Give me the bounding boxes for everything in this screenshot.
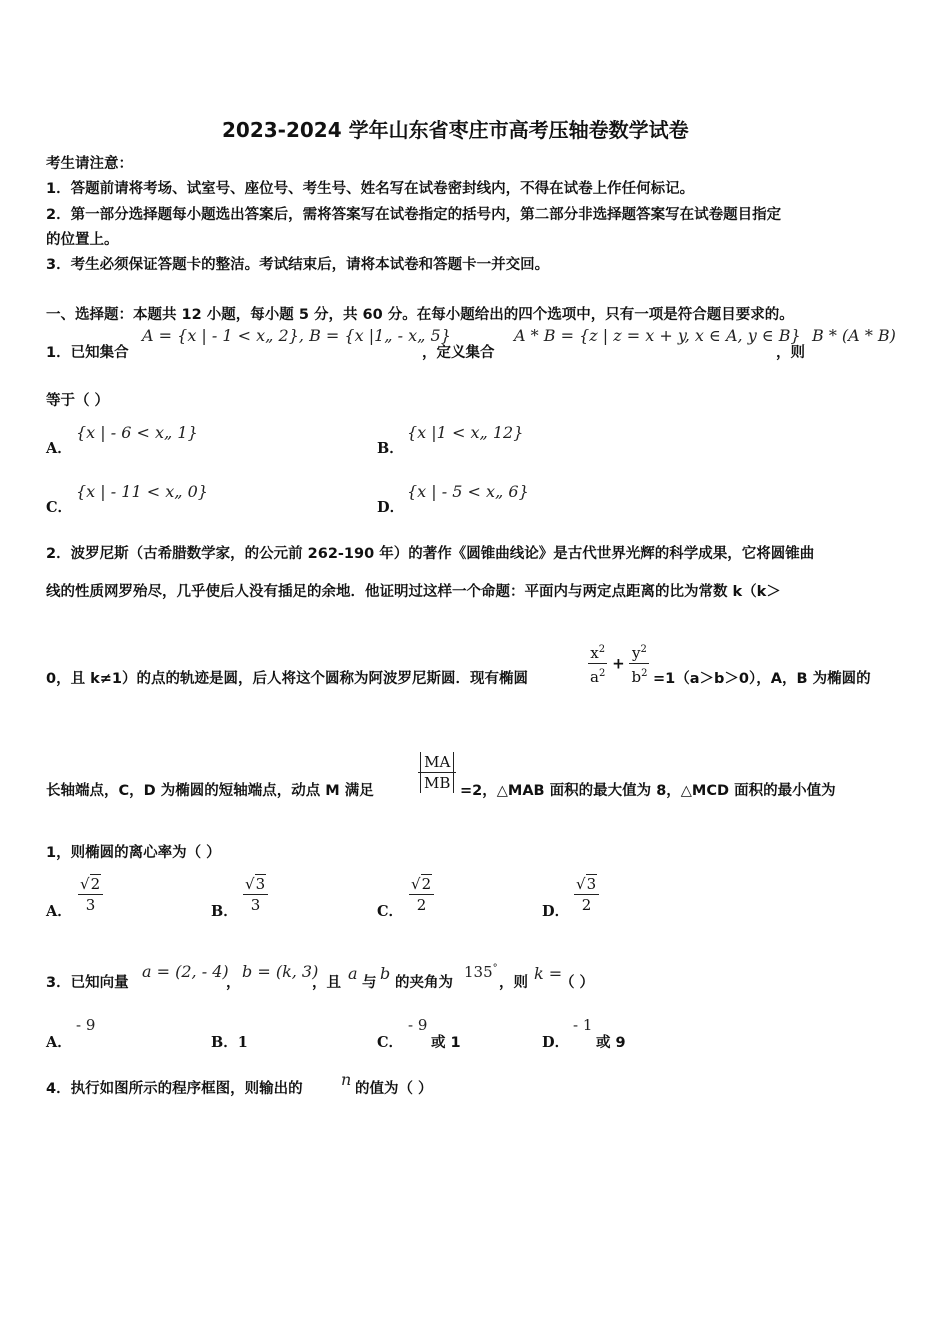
q2-line: 线的性质网罗殆尽，几乎使后人没有插足的余地．他证明过这样一个命题：平面内与两定点距离的比为常数 k（k＞ — [46, 584, 781, 600]
q1-definition: A * B = {z | z = x + y, x ∈ A, y ∈ B} — [514, 326, 801, 345]
q2-option-c: $\frac{√2}{2}$ — [409, 874, 434, 915]
q3-lead: 3．已知向量 — [46, 975, 129, 991]
q3-option-a-letter: A． — [46, 1034, 72, 1051]
q3-option-d-suffix: 或 9 — [596, 1035, 626, 1051]
exponent: 2 — [641, 668, 648, 679]
exponent: 2 — [640, 644, 647, 655]
q1-option-b-letter: B． — [377, 440, 404, 457]
radicand: 3 — [586, 875, 597, 893]
q3-option-a: - 9 — [76, 1016, 96, 1034]
q1-option-d-letter: D． — [377, 499, 405, 516]
q2-line: 长轴端点，C，D 为椭圆的短轴端点，动点 M 满足 — [46, 783, 374, 799]
q3-option-d: - 1 — [573, 1016, 593, 1034]
q2-line: 0，且 k≠1）的点的轨迹是圆，后人将这个圆称为阿波罗尼斯圆．现有椭圆 — [46, 671, 529, 687]
q2-line: =1（a＞b＞0），A，B 为椭圆的 — [653, 671, 871, 687]
frac-numerator: x — [590, 644, 599, 662]
ellipse-equation — [588, 640, 649, 687]
q1-option-c-letter: C． — [46, 499, 73, 516]
angle-value — [464, 963, 498, 981]
ratio-fraction — [418, 752, 456, 793]
q1-sets: A = {x | - 1 < x„ 2}, B = {x |1„ - x„ 5} — [142, 326, 451, 345]
q1-option-d: {x | - 5 < x„ 6} — [407, 482, 529, 501]
option-letter: B． — [211, 1034, 238, 1051]
page-title: 2023-2024 学年山东省枣庄市高考压轴卷数学试卷 — [222, 118, 689, 142]
q3-with: 与 — [362, 975, 377, 991]
q1-option-a-letter: A． — [46, 440, 72, 457]
q3-option-c: - 9 — [408, 1016, 428, 1034]
radicand: 2 — [90, 875, 101, 893]
q1-then: ，则 — [776, 345, 805, 361]
vector-b: b = (k, 3) — [242, 962, 319, 981]
q1-option-b: {x |1 < x„ 12} — [407, 423, 524, 442]
ma-abs: MA — [420, 752, 454, 772]
q3-option-b-letter — [211, 1031, 248, 1052]
q3-option-d-letter: D． — [542, 1034, 570, 1051]
notice-heading: 考生请注意： — [46, 156, 133, 172]
degree-symbol: ° — [492, 963, 498, 974]
exponent: 2 — [598, 668, 606, 679]
notice-item: 3．考生必须保证答题卡的整洁。考试结束后，请将本试卷和答题卡一并交回。 — [46, 257, 550, 273]
q2-line: =2，△MAB 面积的最大值为 8，△MCD 面积的最小值为 — [460, 783, 836, 799]
q3-mid: ，且 — [312, 975, 341, 991]
option-value: 1 — [237, 1034, 248, 1051]
plus-sign: + — [612, 654, 625, 673]
denominator: 3 — [250, 896, 261, 914]
vector-a: a = (2, - 4) — [142, 962, 229, 981]
denominator: 2 — [581, 896, 592, 914]
notice-item: 1．答题前请将考场、试室号、座位号、考生号、姓名写在试卷密封线内，不得在试卷上作任何标记。 — [46, 181, 695, 197]
notice-item: 2．第一部分选择题每小题选出答案后，需将答案写在试卷指定的括号内，第二部分非选择题答案写在试卷题目指定 — [46, 207, 782, 223]
q1-lead: 1．已知集合 — [46, 345, 129, 361]
q2-option-a: $\frac{√2}{3}$ — [78, 874, 103, 915]
q2-option-b-letter: B． — [211, 903, 238, 920]
q4-lead: 4．执行如图所示的程序框图，则输出的 — [46, 1081, 303, 1097]
q2-option-d-letter: D． — [542, 903, 570, 920]
exponent: 2 — [598, 644, 606, 655]
q2-option-d: $\frac{√3}{2}$ — [574, 874, 599, 915]
q2-option-c-letter: C． — [377, 903, 404, 920]
q3-then: ，则 — [499, 975, 528, 991]
q1-option-a: {x | - 6 < x„ 1} — [76, 423, 198, 442]
q2-option-b: $\frac{√3}{3}$ — [243, 874, 268, 915]
q3-option-c-letter: C． — [377, 1034, 404, 1051]
denominator: 3 — [85, 896, 96, 914]
k-variable: k = — [534, 964, 563, 983]
denominator: 2 — [416, 896, 427, 914]
n-variable: n — [341, 1070, 352, 1089]
frac-denominator: a — [590, 668, 599, 686]
q3-angle-label: 的夹角为 — [395, 975, 453, 991]
q3-option-c-suffix: 或 1 — [431, 1035, 461, 1051]
q1-tail: 等于（ ） — [46, 393, 110, 409]
frac-denominator: b — [631, 668, 642, 686]
notice-item: 的位置上。 — [46, 232, 119, 248]
q1-mid: ，定义集合 — [422, 345, 495, 361]
q3-tail: （ ） — [560, 975, 595, 991]
section-heading: 一、选择题：本题共 12 小题，每小题 5 分，共 60 分。在每小题给出的四个选项中，只有一项是符合题目要求的。 — [46, 307, 794, 323]
vector-b-symbol: b — [380, 964, 391, 983]
radicand: 2 — [421, 875, 432, 893]
q2-line: 1，则椭圆的离心率为（ ） — [46, 845, 221, 861]
q4-tail: 的值为（ ） — [355, 1081, 433, 1097]
q1-expression: B * (A * B) — [812, 326, 896, 345]
q2-line: 2．波罗尼斯（古希腊数学家，的公元前 262-190 年）的著作《圆锥曲线论》是古代世界光辉的科学成果，它将圆锥曲 — [46, 546, 815, 562]
radicand: 3 — [255, 875, 266, 893]
q3-comma: ， — [226, 975, 241, 991]
angle-number: 135 — [464, 963, 493, 981]
frac-numerator: y — [632, 644, 641, 662]
vector-a-symbol: a — [348, 964, 358, 983]
mb-abs: MB — [420, 773, 454, 793]
q1-option-c: {x | - 11 < x„ 0} — [76, 482, 208, 501]
q2-option-a-letter: A． — [46, 903, 72, 920]
